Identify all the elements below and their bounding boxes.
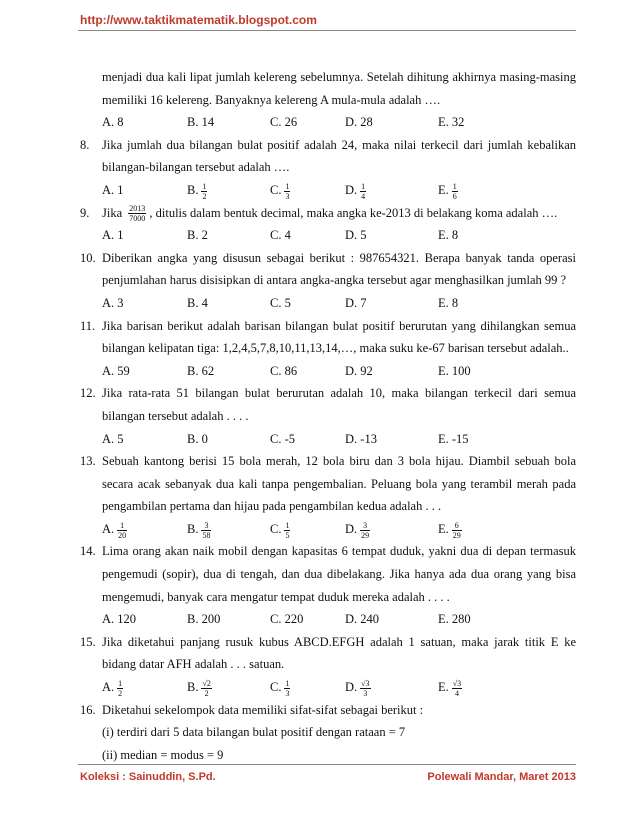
option-a [102,518,187,541]
fraction [117,521,127,540]
question-number: 10. [80,250,96,265]
option-a: A. 59 [102,363,130,378]
numerator: 1 [118,678,123,688]
footer-place-date: Polewali Mandar, Maret 2013 [427,771,576,783]
option-a: A. 3 [102,295,124,310]
numerator: 3 [360,521,370,531]
option-label: E. [438,680,449,695]
options [102,676,576,699]
fraction [452,521,462,540]
denominator: 20 [118,530,127,540]
option-d [345,179,438,202]
option-a: A. 1 [102,228,124,243]
question-11 [80,315,576,383]
option-b: B. 62 [187,363,215,378]
option-label: D. [345,680,358,695]
option-e [438,518,462,541]
option-label: C. [270,182,282,197]
option-label: A. [102,680,115,695]
option-d: D. 240 [345,612,380,627]
fraction [284,521,290,540]
numerator: 2013 [129,204,146,214]
denominator: 4 [454,688,459,698]
options [102,518,576,541]
option-label: D. [345,182,358,197]
numerator: √3 [361,678,370,688]
denominator: 2 [202,191,207,201]
footer-divider [78,764,576,765]
option-label: C. [270,680,282,695]
option-label: A. [102,521,115,536]
header-divider [78,30,576,31]
option-b: B. 14 [187,115,215,130]
numerator: 1 [285,181,290,191]
option-b: B. 2 [187,228,208,243]
numerator: 1 [361,181,366,191]
question-text: Diketahui sekelompok data memiliki sifat-sifat sebagai berikut : [102,702,424,717]
option-label: E. [438,521,449,536]
question-13 [80,450,576,540]
numerator: 1 [202,181,207,191]
options [102,292,576,315]
question-9 [80,202,576,247]
denominator: 3 [363,688,368,698]
option-b [187,676,270,699]
fraction [360,521,370,540]
question-text: Jika diketahui panjang rusuk kubus ABCD.EFGH adalah 1 satuan, maka jarak titik E ke bidang datar AFH adalah . . . satuan. [102,634,576,672]
option-label: E. [438,182,449,197]
option-e: E. 8 [438,228,459,243]
option-label: D. [345,521,358,536]
option-b [187,518,270,541]
denominator: 29 [452,530,461,540]
option-c: C. 4 [270,228,291,243]
options [102,428,576,451]
numerator: 1 [117,521,127,531]
denominator: 7000 [129,214,146,224]
question-number: 11. [80,318,96,333]
option-c [270,179,345,202]
question-text-pre: Jika [102,205,123,220]
fraction [128,204,146,223]
question-text: Lima orang akan naik mobil dengan kapasitas 6 tempat duduk, yakni dua di depan termasuk pengemudi (sopir), dua di tengah, dan dua dibelakang. Jika hanya ada dua orang yang bisa mengemudi, banyak cara mengatur tempat duduk mereka adalah . . . . [102,544,576,604]
question-list [80,66,576,766]
option-a: A. 1 [102,182,124,197]
question-15 [80,631,576,699]
option-label: B. [187,680,199,695]
condition-item: (i) terdiri dari 5 data bilangan bulat positif dengan rataan = 7 [102,725,406,740]
option-label: C. [270,521,282,536]
option-e: E. 8 [438,295,459,310]
option-b [187,179,270,202]
question-number: 16. [80,702,96,717]
option-e [438,179,458,202]
option-a [102,676,187,699]
question-number: 14. [80,544,96,559]
denominator: 2 [118,688,123,698]
condition-item: (ii) median = modus = 9 [102,747,224,762]
question-8 [80,134,576,202]
question-text-post: , ditulis dalam bentuk decimal, maka angka ke-2013 di belakang koma adalah …. [149,205,558,220]
question-text: Jika rata-rata 51 bilangan bulat berurutan adalah 10, maka bilangan terkecil dari semua bilangan tersebut adalah . . . . [102,386,576,423]
option-d: D. -13 [345,431,377,446]
option-d [345,676,438,699]
fraction [201,521,211,540]
question-12 [80,382,576,450]
option-label: B. [187,521,199,536]
question-text: Sebuah kantong berisi 15 bola merah, 12 bola biru dan 3 bola hijau. Diambil sebuah bola secara acak sebanyak dua kali tanpa pengembalian. Peluang bola yang terambil merah pada pengambilan pertama dan hijau pada pengambilan kedua adalah . . . [102,454,576,514]
question-text: Jika barisan berikut adalah barisan bilangan bulat positif berurutan yang dihilangkan semua bilangan kelipatan tiga: 1,2,4,5,7,8,10,11,13,14,…, maka suku ke-67 barisan tersebut adalah.. [102,318,576,356]
options [102,360,576,383]
options [102,111,576,134]
option-d: D. 28 [345,115,373,130]
question-10 [80,247,576,315]
option-e: E. 100 [438,363,471,378]
option-c [270,518,345,541]
option-d: D. 92 [345,363,373,378]
question-7 [80,66,576,134]
option-a: A. 5 [102,431,124,446]
fraction [452,679,462,698]
option-label: B. [187,182,199,197]
fraction [360,679,370,698]
option-d [345,518,438,541]
option-a: A. 120 [102,612,137,627]
options [102,608,576,631]
question-14 [80,540,576,630]
question-text: Diberikan angka yang disusun sebagai berikut : 987654321. Berapa banyak tanda operasi penjumlahan harus disisipkan di antara angka-angka tersebut agar menghasilkan jumlah 99 ? [102,250,576,288]
fraction [360,182,366,201]
denominator: 4 [361,191,366,201]
denominator: 5 [285,530,290,540]
denominator: 2 [204,688,209,698]
numerator: √3 [452,678,462,688]
option-b: B. 0 [187,431,208,446]
fraction [284,679,290,698]
denominator: 29 [361,530,370,540]
numerator: √2 [202,678,211,688]
question-number: 8. [80,137,90,152]
fraction [201,679,211,698]
fraction [452,182,458,201]
option-c: C. -5 [270,431,295,446]
option-c: C. 220 [270,612,304,627]
denominator: 6 [452,191,457,201]
options [102,179,576,202]
option-c: C. 26 [270,115,298,130]
question-text [102,202,576,225]
numerator: 3 [201,521,211,531]
footer-author: Koleksi : Sainuddin, S.Pd. [80,771,216,783]
question-text: menjadi dua kali lipat jumlah kelereng sebelumnya. Setelah dihitung akhirnya masing-masing memiliki 16 kelereng. Banyaknya kelereng A mula-mula adalah …. [102,70,576,107]
fraction [201,182,207,201]
question-number: 12. [80,386,96,401]
option-c [270,676,345,699]
option-e: E. 280 [438,612,471,627]
option-e: E. -15 [438,431,469,446]
question-number: 15. [80,634,96,649]
options [102,224,576,247]
fraction [284,182,290,201]
fraction [117,679,123,698]
option-c: C. 86 [270,363,298,378]
header-url[interactable]: http://www.taktikmatematik.blogspot.com [80,13,317,27]
question-number: 13. [80,454,96,469]
numerator: 1 [285,520,290,530]
option-b: B. 4 [187,295,208,310]
numerator: 6 [452,521,462,531]
question-number: 9. [80,205,90,220]
option-b: B. 200 [187,612,221,627]
option-e [438,676,462,699]
denominator: 3 [285,191,290,201]
numerator: 1 [452,181,457,191]
denominator: 3 [285,688,290,698]
option-d: D. 7 [345,295,367,310]
option-a: A. 8 [102,115,124,130]
option-c: C. 5 [270,295,291,310]
option-d: D. 5 [345,228,367,243]
option-e: E. 32 [438,115,465,130]
numerator: 1 [285,678,290,688]
denominator: 58 [202,530,211,540]
question-text: Jika jumlah dua bilangan bulat positif adalah 24, maka nilai terkecil dari jumlah kebalikan bilangan-bilangan tersebut adalah …. [102,137,576,175]
question-16 [80,699,576,767]
